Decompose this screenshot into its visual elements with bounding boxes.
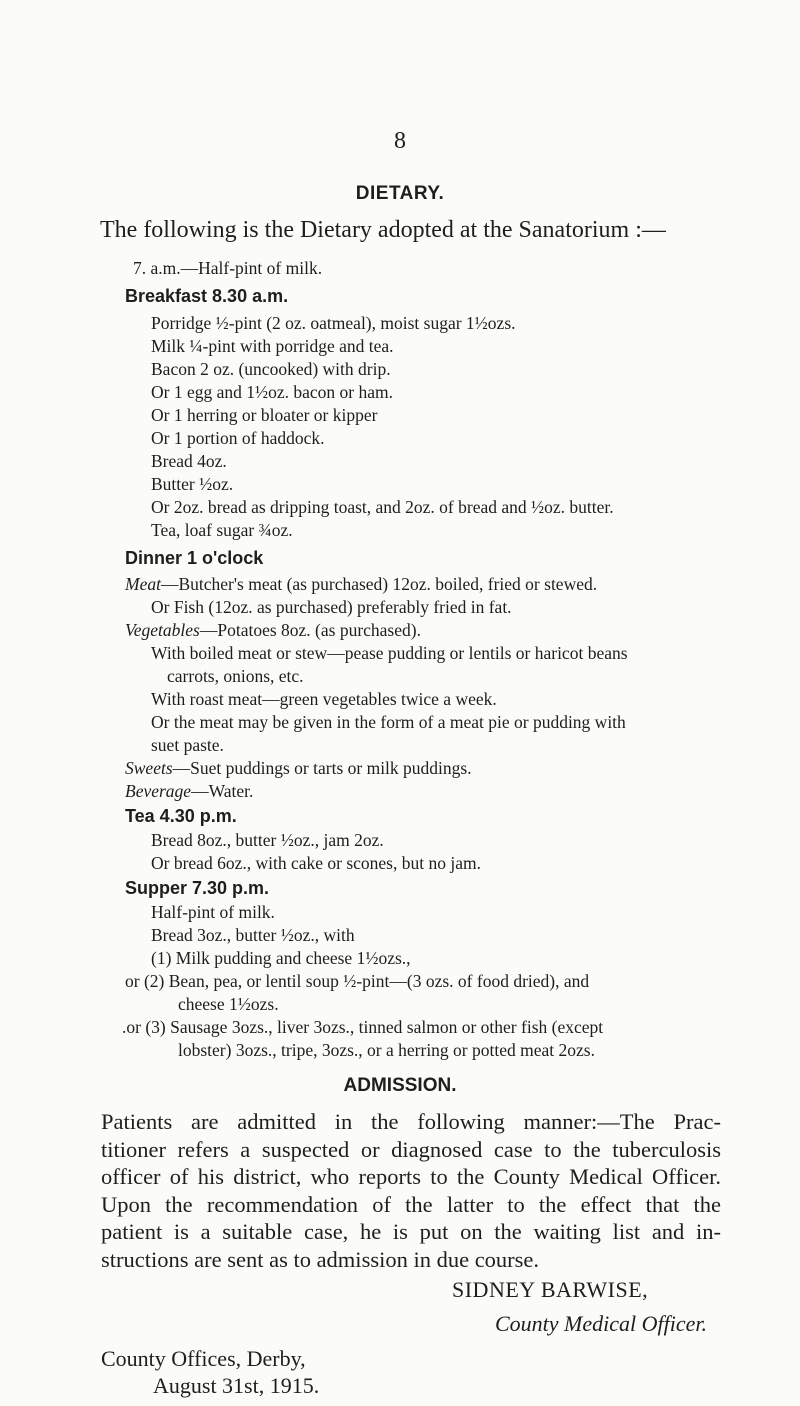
early-milk-line: 7. a.m.—Half-pint of milk. — [133, 258, 323, 278]
admission-line: Upon the recommendation of the latter to the effect that the — [101, 1191, 721, 1217]
breakfast-line: Or 2oz. bread as dripping toast, and 2oz. of bread and ½oz. butter. — [151, 497, 614, 517]
sweets-label: Sweets — [125, 758, 173, 778]
supper-line: .or (3) Sausage 3ozs., liver 3ozs., tinned salmon or other fish (except — [122, 1017, 604, 1037]
meat-text: —Butcher's meat (as purchased) 12oz. boiled, fried or stewed. — [160, 574, 598, 594]
admission-heading: ADMISSION. — [343, 1075, 457, 1096]
vegetables-text: —Potatoes 8oz. (as purchased). — [199, 620, 421, 640]
meat-label: Meat — [125, 574, 161, 594]
breakfast-line: Bread 4oz. — [151, 451, 227, 471]
breakfast-line: Butter ½oz. — [151, 474, 234, 494]
admission-line: Patients are admitted in the following manner:—The Prac- — [101, 1109, 721, 1134]
breakfast-line: Or 1 portion of haddock. — [151, 428, 325, 448]
signature-name: SIDNEY BARWISE, — [452, 1277, 649, 1302]
supper-line: (1) Milk pudding and cheese 1½ozs., — [151, 948, 411, 968]
tea-heading: Tea 4.30 p.m. — [125, 806, 237, 826]
breakfast-heading: Breakfast 8.30 a.m. — [125, 286, 289, 306]
beverage-text: —Water. — [191, 781, 254, 801]
supper-line: Bread 3oz., butter ½oz., with — [151, 925, 355, 945]
supper-heading: Supper 7.30 p.m. — [125, 878, 270, 898]
supper-line: cheese 1½ozs. — [178, 994, 279, 1014]
admission-paragraph — [101, 1108, 721, 1273]
breakfast-line: Tea, loaf sugar ¾oz. — [151, 520, 293, 540]
tea-line: Or bread 6oz., with cake or scones, but no jam. — [151, 853, 481, 873]
dinner-heading: Dinner 1 o'clock — [125, 548, 264, 568]
admission-line: patient is a suitable case, he is put on the waiting list and in- — [101, 1219, 721, 1244]
admission-line: officer of his district, who reports to the County Medical Officer. — [101, 1164, 721, 1189]
breakfast-line: Milk ¼-pint with porridge and tea. — [151, 336, 394, 356]
breakfast-line: Or 1 egg and 1½oz. bacon or ham. — [151, 382, 394, 402]
dinner-veg-line: carrots, onions, etc. — [167, 666, 304, 686]
dinner-veg-line: suet paste. — [151, 735, 224, 755]
office-address: County Offices, Derby, — [101, 1346, 306, 1371]
signature-title: County Medical Officer. — [495, 1311, 708, 1336]
dinner-veg-line — [125, 620, 421, 641]
admission-line: titioner refers a suspected or diagnosed case to the tuberculosis — [101, 1136, 721, 1162]
office-date: August 31st, 1915. — [153, 1373, 320, 1398]
dinner-veg-line: With roast meat—green vegetables twice a week. — [151, 689, 497, 709]
dinner-beverage-line — [125, 781, 253, 802]
dinner-veg-line: Or the meat may be given in the form of a meat pie or pudding with — [151, 712, 626, 732]
page-number: 8 — [394, 128, 406, 154]
dinner-veg-line: With boiled meat or stew—pease pudding or lentils or haricot beans — [151, 643, 628, 663]
breakfast-line: Or 1 herring or bloater or kipper — [151, 405, 378, 425]
supper-line: or (2) Bean, pea, or lentil soup ½-pint—(3 ozs. of food dried), and — [125, 971, 590, 991]
dinner-fish-line: Or Fish (12oz. as purchased) preferably fried in fat. — [151, 597, 512, 617]
tea-line: Bread 8oz., butter ½oz., jam 2oz. — [151, 830, 384, 850]
supper-line: Half-pint of milk. — [151, 902, 275, 922]
dietary-heading: DIETARY. — [355, 183, 445, 204]
breakfast-line: Bacon 2 oz. (uncooked) with drip. — [151, 359, 391, 379]
admission-line: structions are sent as to admission in due course. — [101, 1246, 540, 1272]
dinner-sweets-line — [125, 758, 472, 779]
supper-line: lobster) 3ozs., tripe, 3ozs., or a herring or potted meat 2ozs. — [178, 1040, 595, 1060]
breakfast-line: Porridge ½-pint (2 oz. oatmeal), moist sugar 1½ozs. — [151, 313, 516, 333]
vegetables-label: Vegetables — [125, 620, 200, 640]
beverage-label: Beverage — [125, 781, 192, 801]
dinner-meat-line — [125, 574, 597, 595]
intro-line: The following is the Dietary adopted at the Sanatorium :— — [100, 217, 666, 243]
sweets-text: —Suet puddings or tarts or milk puddings. — [172, 758, 472, 778]
